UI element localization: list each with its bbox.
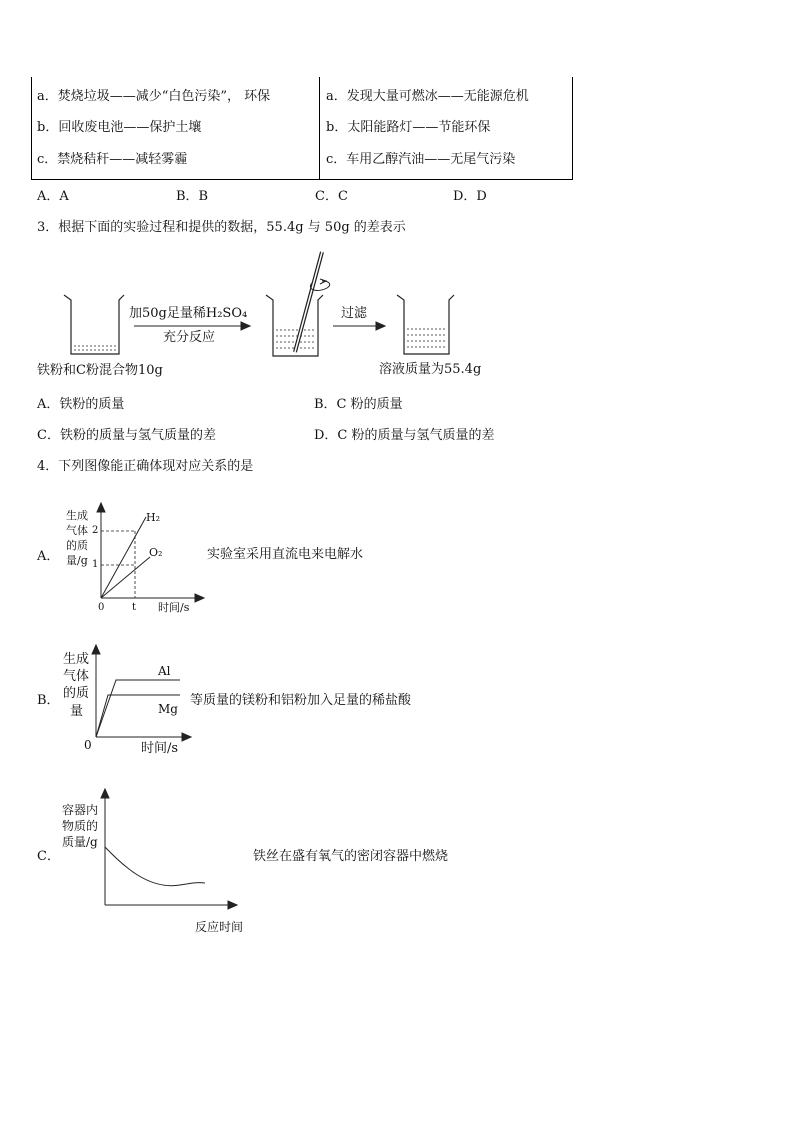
ylabel-line: 气体 [66, 524, 88, 537]
q4-option-a-description: 实验室采用直流电来电解水 [207, 547, 364, 562]
q3-option-d: D．C 粉的质量与氢气质量的差 [314, 428, 495, 443]
q2-option-b: B．B [176, 189, 209, 204]
ylabel-line: 容器内 [62, 803, 99, 817]
step1-reagent-label: 加50g足量稀H₂SO₄ [129, 306, 248, 321]
ylabel-line: 的质 [63, 686, 90, 701]
q4-option-a-letter: A． [37, 549, 60, 564]
series-label-al: Al [158, 664, 171, 678]
q3-stem: 3．根据下面的实验过程和提供的数据，55.4g 与 50g 的差表示 [37, 220, 406, 235]
ylabel-line: 生成 [63, 652, 90, 667]
ylabel-line: 物质的 [62, 819, 99, 833]
step1-condition-label: 充分反应 [163, 330, 216, 345]
q4-option-b-letter: B． [37, 693, 60, 708]
x-axis-label: 反应时间 [195, 920, 244, 934]
q4-stem: 4．下列图像能正确体现对应关系的是 [37, 459, 254, 474]
ylabel-line: 量 [70, 704, 84, 719]
x-tick-0: 0 [98, 602, 105, 613]
series-label-h2: H₂ [146, 511, 161, 524]
ylabel-line: 气体 [63, 669, 90, 684]
x-tick-t: t [132, 602, 137, 613]
step2-label: 过滤 [341, 306, 368, 321]
table-cell: c．车用乙醇汽油——无尾气污染 [326, 152, 516, 167]
ylabel-line: 生成 [66, 509, 88, 522]
q3-option-c: C．铁粉的质量与氢气质量的差 [37, 428, 216, 443]
y-tick-1: 1 [92, 559, 99, 570]
origin-label: 0 [84, 738, 92, 752]
table-cell: a．发现大量可燃冰——无能源危机 [326, 89, 529, 104]
series-label-mg: Mg [158, 702, 178, 716]
mixture-label: 铁粉和C粉混合物10g [37, 363, 163, 378]
q2-option-d: D．D [453, 189, 487, 204]
ylabel-line: 量/g [66, 554, 88, 567]
q4-option-c-letter: C． [37, 849, 60, 864]
table-cell: a．焚烧垃圾——减少“白色污染”， 环保 [37, 89, 271, 104]
series-label-o2: O₂ [149, 546, 163, 559]
table-cell: b．回收废电池——保护土壤 [37, 120, 202, 135]
solution-mass-label: 溶液质量为55.4g [379, 362, 482, 377]
q4-option-c-description: 铁丝在盛有氧气的密闭容器中燃烧 [253, 849, 449, 864]
x-axis-label: 时间/s [158, 601, 190, 614]
x-axis-label: 时间/s [141, 741, 179, 756]
mass-curve [105, 847, 205, 886]
q4-option-b-description: 等质量的镁粉和铝粉加入足量的稀盐酸 [190, 693, 412, 708]
q2-option-c: C．C [315, 189, 348, 204]
table-cell: b．太阳能路灯——节能环保 [326, 120, 491, 135]
table-cell: c．禁烧秸秆——减轻雾霾 [37, 152, 188, 167]
q3-option-a: A．铁粉的质量 [37, 397, 125, 412]
q3-option-b: B．C 粉的质量 [314, 397, 403, 412]
ylabel-line: 质量/g [62, 835, 98, 849]
q2-option-a: A．A [37, 189, 69, 204]
ylabel-line: 的质 [66, 539, 88, 552]
y-tick-2: 2 [92, 525, 99, 536]
